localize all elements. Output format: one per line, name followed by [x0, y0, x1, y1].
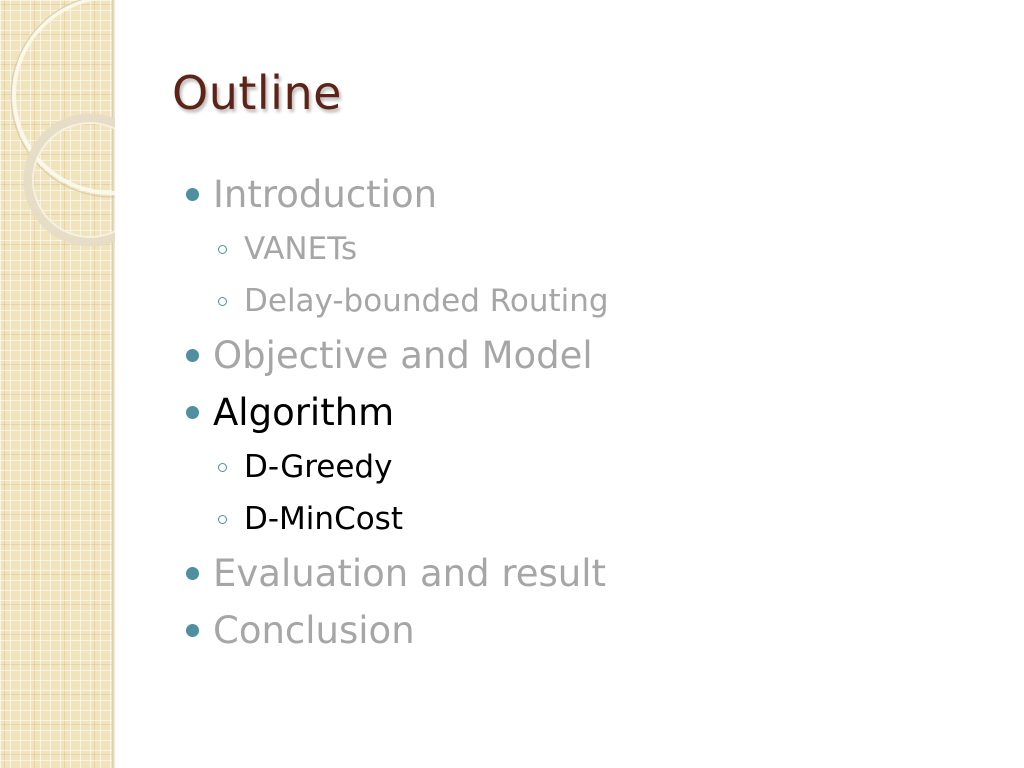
outline-subitem-label: VANETs	[244, 231, 358, 267]
outline-subitem-label: D-Greedy	[244, 449, 393, 485]
slide-title: Outline	[172, 66, 342, 120]
outline-item-algorithm	[182, 384, 609, 441]
bullet-dot-icon	[186, 349, 199, 362]
outline-item-objective-and-model	[182, 327, 609, 384]
outline-item-label: Objective and Model	[213, 334, 593, 377]
bullet-ring-icon	[218, 515, 227, 524]
bullet-ring-icon	[218, 463, 227, 472]
bullet-dot-icon	[186, 188, 199, 201]
bullet-dot-icon	[186, 624, 199, 637]
outline-item-conclusion	[182, 602, 609, 659]
outline-item-label: Conclusion	[213, 609, 415, 652]
decorative-rings	[0, 0, 115, 260]
outline-subitem-d-mincost	[182, 493, 609, 545]
bullet-dot-icon	[186, 567, 199, 580]
outline-item-evaluation-and-result	[182, 545, 609, 602]
outline-list	[182, 166, 609, 659]
bullet-ring-icon	[218, 297, 227, 306]
bullet-ring-icon	[218, 245, 227, 254]
outline-subitem-delay-bounded-routing	[182, 275, 609, 327]
outline-item-label: Algorithm	[213, 391, 395, 434]
outline-item-label: Evaluation and result	[213, 552, 607, 595]
outline-subitem-vanets	[182, 223, 609, 275]
lower-ring	[28, 118, 115, 242]
bullet-dot-icon	[186, 406, 199, 419]
outline-subitem-label: Delay-bounded Routing	[244, 283, 609, 319]
outline-item-introduction	[182, 166, 609, 223]
outline-subitem-d-greedy	[182, 441, 609, 493]
outline-item-label: Introduction	[213, 173, 438, 216]
outline-subitem-label: D-MinCost	[244, 501, 403, 537]
